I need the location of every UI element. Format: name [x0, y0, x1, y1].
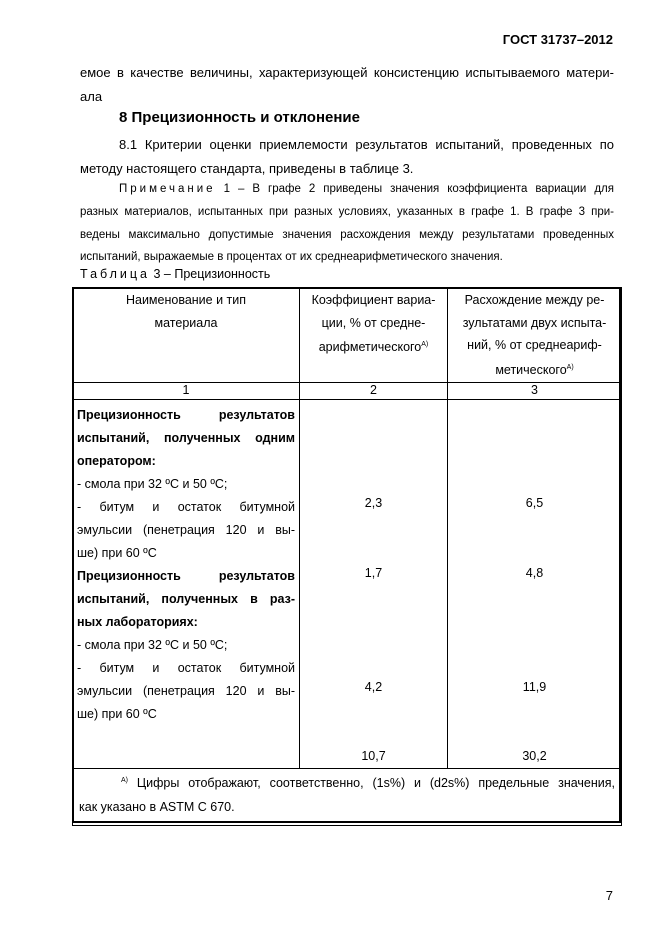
column-number-row	[73, 382, 622, 399]
intro-line-1: емое в качестве величины, характеризующей консистенцию испытываемого матери-	[80, 65, 614, 80]
deviation-value: 30,2	[522, 748, 547, 763]
group-2-line: Прецизионность результатов	[77, 568, 295, 583]
note-line-4: испытаний, выражаемые в процентах от их среднеарифметического значения.	[80, 251, 503, 263]
header-col-3	[448, 288, 622, 383]
group-2-line: испытаний, полученных в раз-	[77, 591, 295, 606]
cv-value: 10,7	[361, 748, 386, 763]
header-col-2-text: арифметического	[318, 340, 422, 355]
note-line-1	[119, 178, 614, 201]
deviation-value: 4,8	[525, 565, 544, 580]
column-number-3: 3	[448, 382, 622, 399]
table-caption-text: 3 – Прецизионность	[150, 267, 271, 281]
deviation-cell	[448, 399, 622, 768]
cv-cell	[300, 399, 448, 768]
header-col-2-line: Коэффициент вариа-	[311, 293, 436, 307]
section-para-line-2: методу настоящего стандарта, приведены в таблице 3.	[80, 161, 414, 176]
header-col-3-line: ний, % от среднеариф-	[467, 338, 602, 353]
note-label: Примечание	[119, 183, 216, 195]
group-1-line: испытаний, полученных одним	[77, 430, 295, 445]
cv-value: 1,7	[364, 565, 383, 580]
precision-table	[72, 287, 622, 826]
section-para-line-1: 8.1 Критерии оценки приемлемости результатов испытаний, проведенных по	[119, 137, 614, 152]
note-line-1-text: 1 – В графе 2 приведены значения коэффициента вариации для	[215, 183, 614, 195]
header-col-1-line: Наименование и тип	[125, 293, 247, 307]
note-line-3: ведены максимально допустимые значения расхождения между результатами проведенных	[80, 229, 614, 241]
table-caption-label: Таблица	[80, 267, 151, 281]
deviation-value: 6,5	[525, 495, 544, 510]
deviation-value: 11,9	[522, 679, 547, 694]
note-line-2: разных материалов, испытанных при разных условиях, указанных в графе 1. В графе 3 при-	[80, 206, 614, 218]
group-1-line: Прецизионность результатов	[77, 407, 295, 422]
header-col-3-line	[448, 357, 621, 382]
table-header-row	[73, 288, 622, 383]
item-4-line: - битум и остаток битумной	[77, 660, 295, 675]
footnote-row	[73, 768, 622, 825]
column-number-2: 2	[300, 382, 448, 399]
cv-value: 4,2	[364, 679, 383, 694]
header-col-1-line: материала	[154, 315, 218, 330]
item-2-line: - битум и остаток битумной	[77, 499, 295, 514]
header-col-1	[73, 288, 300, 383]
footnote-line-1	[79, 769, 615, 795]
footnote-line-2: как указано в ASTM С 670.	[79, 799, 235, 814]
item-2-line: ше) при 60 ºС	[77, 545, 157, 560]
footnote-text: Цифры отображают, соответственно, (1s%) и (d2s%) предельные значения,	[128, 775, 615, 790]
cv-value: 2,3	[364, 495, 383, 510]
header-col-3-text: метического	[495, 363, 567, 378]
header-col-3-line: зультатами двух испыта-	[462, 315, 607, 330]
footnote-mark: А)	[421, 341, 429, 349]
group-1-line: оператором:	[77, 453, 156, 468]
footnote-mark: А)	[566, 364, 574, 372]
item-4-line: ше) при 60 ºС	[77, 706, 157, 721]
page-number: 7	[605, 888, 613, 903]
document-code: ГОСТ 31737–2012	[502, 32, 613, 47]
item-3: - смола при 32 ºС и 50 ºС;	[77, 637, 228, 652]
header-col-2-line	[300, 334, 447, 359]
header-col-2-line: ции, % от средне-	[321, 315, 426, 330]
group-2-line: ных лабораториях:	[77, 614, 198, 629]
column-number-1: 1	[73, 382, 300, 399]
intro-line-2: ала	[80, 89, 103, 104]
header-col-2	[300, 288, 448, 383]
item-2-line: эмульсии (пенетрация 120 и вы-	[77, 522, 295, 537]
item-4-line: эмульсии (пенетрация 120 и вы-	[77, 683, 295, 698]
item-1: - смола при 32 ºС и 50 ºС;	[77, 476, 228, 491]
footnote-mark: А)	[121, 776, 128, 784]
table-footnote	[73, 768, 622, 825]
table-body-row	[73, 399, 622, 768]
material-cell	[73, 399, 300, 768]
header-col-3-line: Расхождение между ре-	[464, 293, 605, 307]
section-title: 8 Прецизионность и отклонение	[119, 109, 360, 126]
table-caption	[80, 262, 270, 286]
